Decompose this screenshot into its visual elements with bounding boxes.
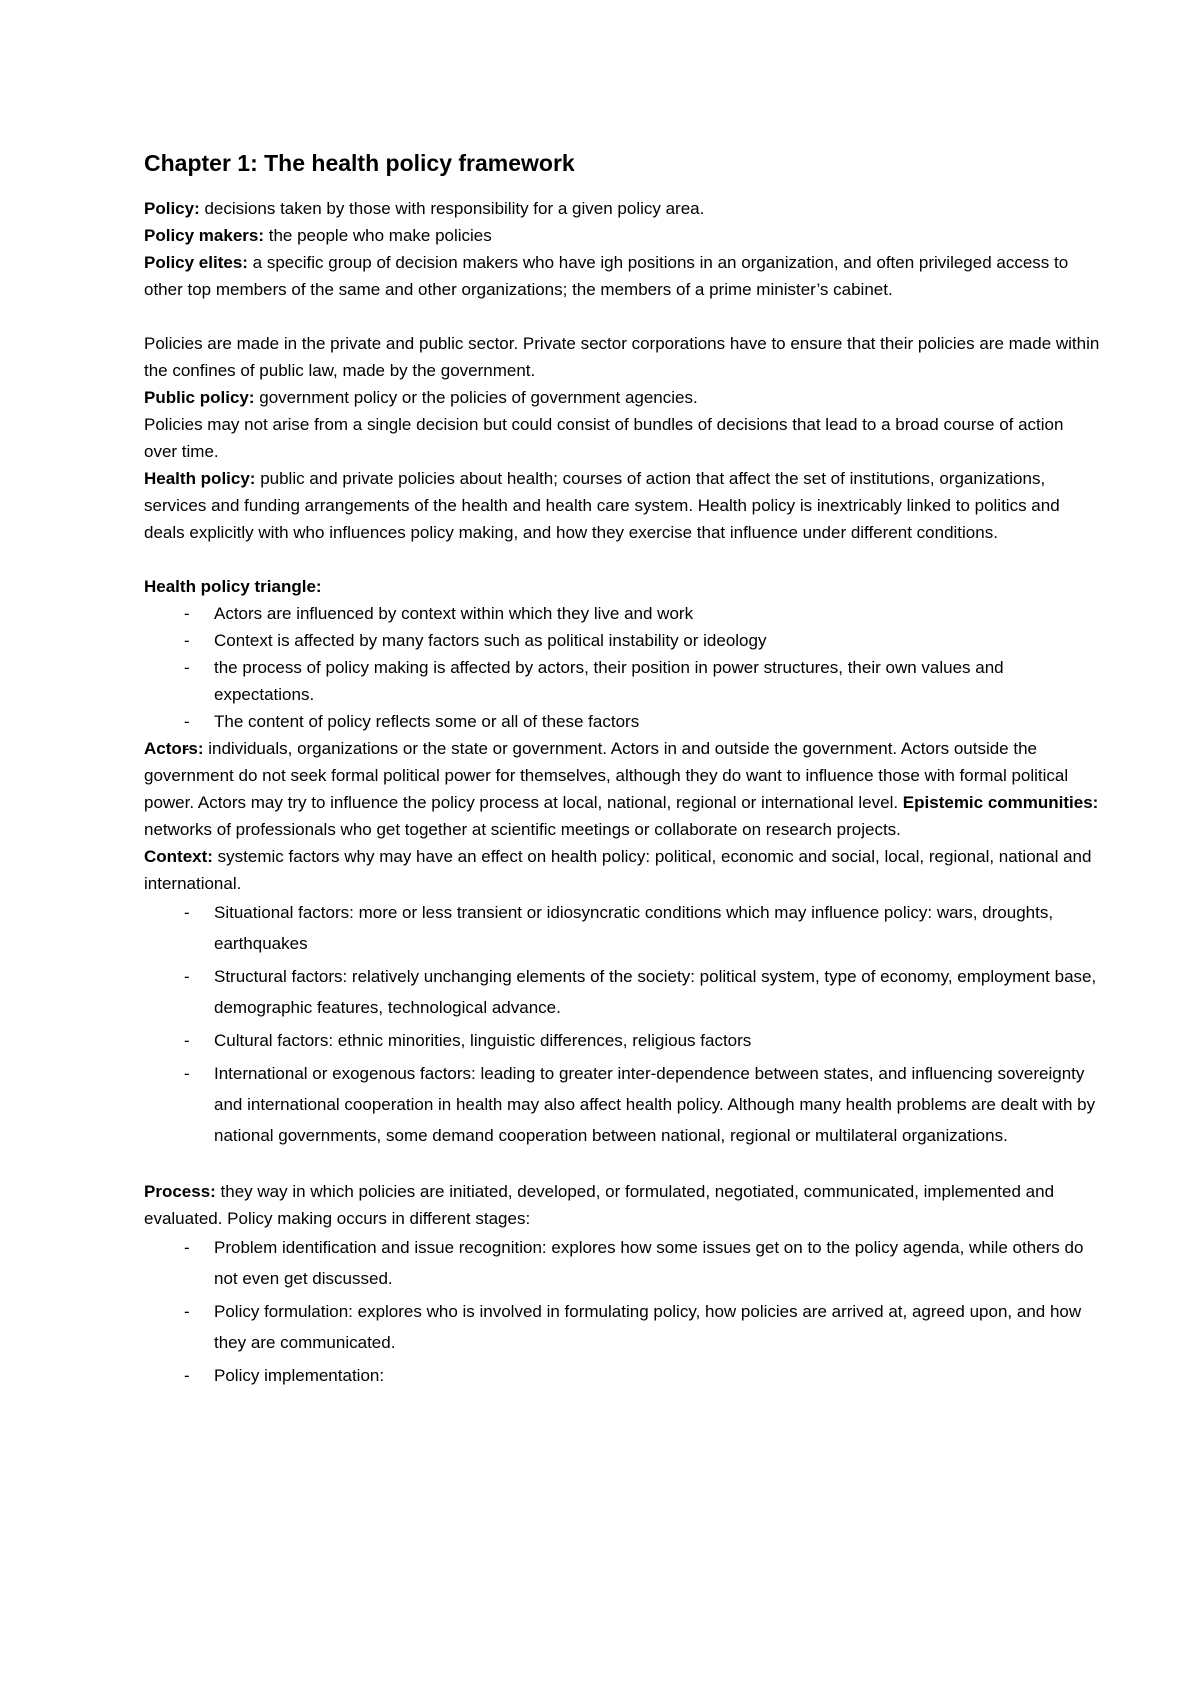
definition-policy (144, 195, 1100, 222)
list-item: - Policy formulation: explores who is involved in formulating policy, how policies are arrived at, agreed upon, and how they are communicated. (184, 1296, 1100, 1358)
paragraph-gap (144, 1151, 1100, 1178)
term-label: Policy makers: (144, 226, 265, 245)
chapter-title: Chapter 1: The health policy framework (144, 150, 575, 176)
term-label: Public policy: (144, 388, 255, 407)
definition-context (144, 843, 1100, 897)
list-item: - Structural factors: relatively unchanging elements of the society: political system, type of economy, employment base, demographic features, technological advance. (184, 961, 1100, 1023)
term-text: they way in which policies are initiated, developed, or formulated, negotiated, communicated, implemented and evaluated. Policy making occurs in different stages: (144, 1182, 1055, 1228)
definition-actors (144, 735, 1100, 843)
list-item: - Actors are influenced by context within which they live and work (184, 600, 1100, 627)
triangle-list (144, 600, 1100, 735)
term-text: public and private policies about health; courses of action that affect the set of institutions, organizations, services and funding arrangements of the health and health care system. Health policy is inextricably linked to politics and deals explicitly with who influences policy making, and how they exercise that influence under different conditions. (144, 469, 1060, 542)
term-text: systemic factors why may have an effect on health policy: political, economic and social, local, regional, national and international. (144, 847, 1092, 893)
paragraph-bundles: Policies may not arise from a single decision but could consist of bundles of decisions that lead to a broad course of action over time. (144, 415, 1064, 461)
term-label: Health policy: (144, 469, 256, 488)
term-text: the people who make policies (264, 226, 492, 245)
term-text: government policy or the policies of government agencies. (254, 388, 698, 407)
definition-public-policy (144, 384, 1100, 411)
definition-health-policy (144, 465, 1100, 546)
term-text: decisions taken by those with responsibility for a given policy area. (199, 199, 705, 218)
context-list (144, 897, 1100, 1151)
list-item: - Situational factors: more or less transient or idiosyncratic conditions which may influence policy: wars, droughts, earthquakes (184, 897, 1100, 959)
term-text: individuals, organizations or the state or government. Actors in and outside the government. Actors outside the government do not seek formal political power for themselves, although they do want to influence those with formal political power. Actors may try to influence the policy process at local, national, regional or international level. (144, 739, 1069, 812)
term-text: networks of professionals who get together at scientific meetings or collaborate on research projects. (144, 820, 901, 839)
paragraph-gap (144, 303, 1100, 330)
paragraph-gap (144, 546, 1100, 573)
term-label: Policy: (144, 199, 200, 218)
list-item: - The content of policy reflects some or all of these factors (184, 708, 1100, 735)
term-text: a specific group of decision makers who have igh positions in an organization, and often privileged access to other top members of the same and other organizations; the members of a prime minister’s cabinet. (144, 253, 1069, 299)
list-item: - Problem identification and issue recognition: explores how some issues get on to the policy agenda, while others do not even get discussed. (184, 1232, 1100, 1294)
list-item: - Policy implementation: (184, 1360, 1100, 1391)
list-item: - Cultural factors: ethnic minorities, linguistic differences, religious factors (184, 1025, 1100, 1056)
term-label: Context: (144, 847, 213, 866)
definition-process (144, 1178, 1100, 1232)
term-label: Process: (144, 1182, 216, 1201)
term-label: Actors: (144, 739, 204, 758)
term-label: Epistemic communities: (902, 793, 1099, 812)
list-item: - the process of policy making is affected by actors, their position in power structures, their own values and expectations. (184, 654, 1100, 708)
paragraph-private-public: Policies are made in the private and public sector. Private sector corporations have to ensure that their policies are made within the confines of public law, made by the government. (144, 334, 1100, 380)
process-list (144, 1232, 1100, 1391)
term-label: Policy elites: (144, 253, 248, 272)
list-item: - International or exogenous factors: leading to greater inter-dependence between states, and influencing sovereignty and international cooperation in health may also affect health policy. Although many health problems are dealt with by national governments, some demand cooperation between national, regional or multilateral organizations. (184, 1058, 1100, 1151)
triangle-heading: Health policy triangle: (144, 577, 322, 596)
definition-policy-elites (144, 249, 1100, 303)
list-item: - Context is affected by many factors such as political instability or ideology (184, 627, 1100, 654)
definition-policy-makers (144, 222, 1100, 249)
